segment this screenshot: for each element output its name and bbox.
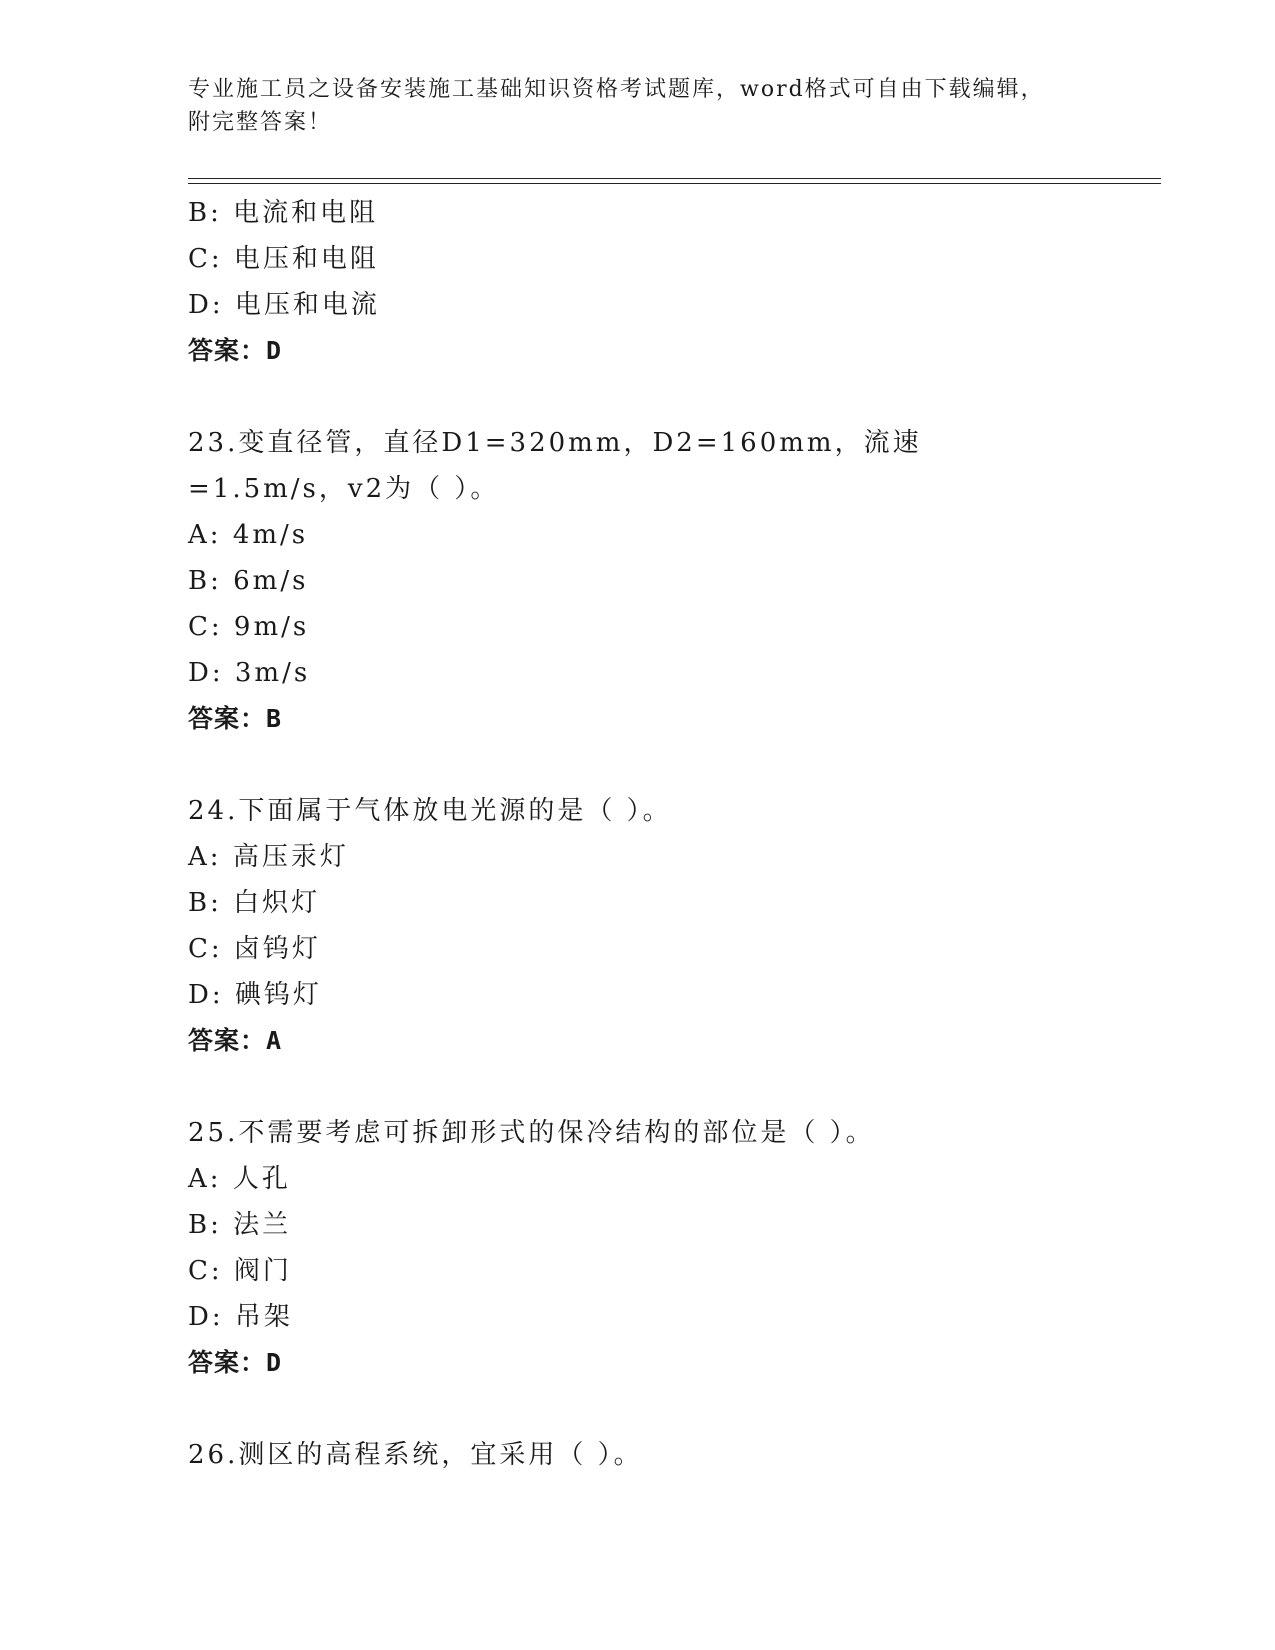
question-stem-25: 25.不需要考虑可拆卸形式的保冷结构的部位是（ ）。 (188, 1118, 875, 1148)
option-c: C: 电压和电阻 (188, 244, 379, 274)
question-list (188, 190, 1128, 1478)
option-d: D: 3m/s (188, 658, 311, 688)
header-divider-bottom (188, 183, 1161, 184)
question-stem-24: 24.下面属于气体放电光源的是（ ）。 (188, 796, 672, 826)
question-stem-26: 26.测区的高程系统，宜采用（ ）。 (188, 1440, 643, 1470)
option-d: D: 碘钨灯 (188, 980, 322, 1010)
document-header (188, 73, 1068, 139)
answer: 答案：B (188, 704, 283, 733)
header-divider-top (188, 178, 1161, 179)
option-b: B: 6m/s (188, 566, 309, 596)
option-b: B: 电流和电阻 (188, 198, 379, 228)
option-c: C: 阀门 (188, 1256, 292, 1286)
option-a: A: 4m/s (188, 520, 309, 550)
answer: 答案：D (188, 1348, 283, 1377)
header-title: 专业施工员之设备安装施工基础知识资格考试题库，word格式可自由下载编辑，附完整答案！ (188, 77, 1045, 135)
answer: 答案：A (188, 1026, 283, 1055)
answer: 答案：D (188, 336, 283, 365)
option-a: A: 人孔 (188, 1164, 291, 1194)
option-a: A: 高压汞灯 (188, 842, 349, 872)
option-b: B: 法兰 (188, 1210, 292, 1240)
option-d: D: 吊架 (188, 1302, 293, 1332)
question-stem-23: 23.变直径管，直径D1=320mm，D2=160mm，流速=1.5m/s，v2为（ ）。 (188, 428, 922, 504)
option-c: C: 卤钨灯 (188, 934, 321, 964)
option-c: C: 9m/s (188, 612, 310, 642)
option-b: B: 白炽灯 (188, 888, 321, 918)
option-d: D: 电压和电流 (188, 290, 380, 320)
